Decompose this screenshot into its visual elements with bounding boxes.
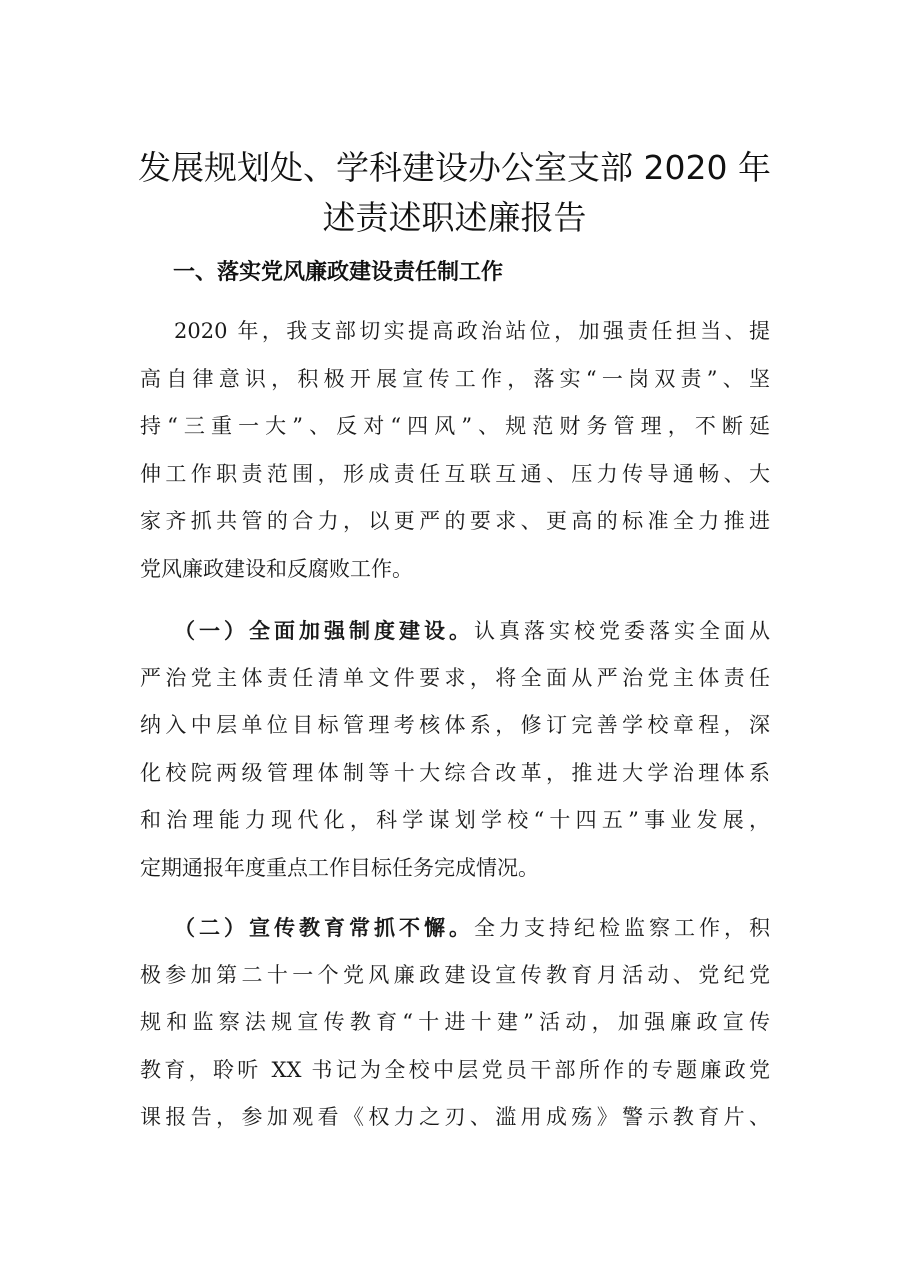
paragraph-line-with-lead bbox=[140, 607, 770, 655]
section-heading: 一、落实党风廉政建设责任制工作 bbox=[173, 260, 504, 285]
paragraph-line: 定期通报年度重点工作目标任务完成情况。 bbox=[140, 855, 539, 880]
paragraph-3 bbox=[140, 904, 770, 1142]
document-title-line-1: 发展规划处、学科建设办公室支部 2020 年 bbox=[138, 148, 771, 187]
paragraph-line: 规和监察法规宣传教育“十进十建”活动，加强廉政宣传 bbox=[140, 1010, 770, 1034]
paragraph-line: 和治理能力现代化，科学谋划学校“十四五”事业发展， bbox=[140, 808, 770, 832]
paragraph-line: 伸工作职责范围，形成责任互联互通、压力传导通畅、大 bbox=[140, 461, 770, 486]
paragraph-line: 极参加第二十一个党风廉政建设宣传教育月活动、党纪党 bbox=[140, 962, 770, 987]
paragraph-2 bbox=[140, 607, 770, 892]
document-title-line-2: 述责述职述廉报告 bbox=[322, 198, 587, 237]
paragraph-line-with-lead bbox=[140, 904, 770, 952]
paragraph-line-text: 认真落实校党委落实全面从 bbox=[474, 619, 770, 643]
paragraph-line: 纳入中层单位目标管理考核体系，修订完善学校章程，深 bbox=[140, 713, 770, 737]
paragraph-line: 课报告，参加观看《权力之刃、滥用成殇》警示教育片、 bbox=[140, 1105, 770, 1129]
paragraph-line: 家齐抓共管的合力，以更严的要求、更高的标准全力推进 bbox=[140, 509, 770, 533]
paragraph-line-text: 全力支持纪检监察工作，积 bbox=[474, 916, 770, 940]
paragraph-1 bbox=[140, 308, 770, 593]
paragraph-line: 持“三重一大”、反对“四风”、规范财务管理，不断延 bbox=[140, 414, 770, 438]
paragraph-line: 化校院两级管理体制等十大综合改革，推进大学治理体系 bbox=[140, 760, 770, 785]
paragraph-line: 2020 年，我支部切实提高政治站位，加强责任担当、提 bbox=[174, 319, 770, 343]
paragraph-lead: （二）宣传教育常抓不懈。 bbox=[174, 915, 474, 940]
paragraph-line: 严治党主体责任清单文件要求，将全面从严治党主体责任 bbox=[140, 665, 770, 690]
paragraph-line: 党风廉政建设和反腐败工作。 bbox=[140, 556, 413, 581]
paragraph-lead: （一）全面加强制度建设。 bbox=[174, 618, 474, 643]
paragraph-line: 教育，聆听 XX 书记为全校中层党员干部所作的专题廉政党 bbox=[140, 1057, 770, 1082]
paragraph-line: 高自律意识，积极开展宣传工作，落实“一岗双责”、坚 bbox=[140, 366, 770, 391]
